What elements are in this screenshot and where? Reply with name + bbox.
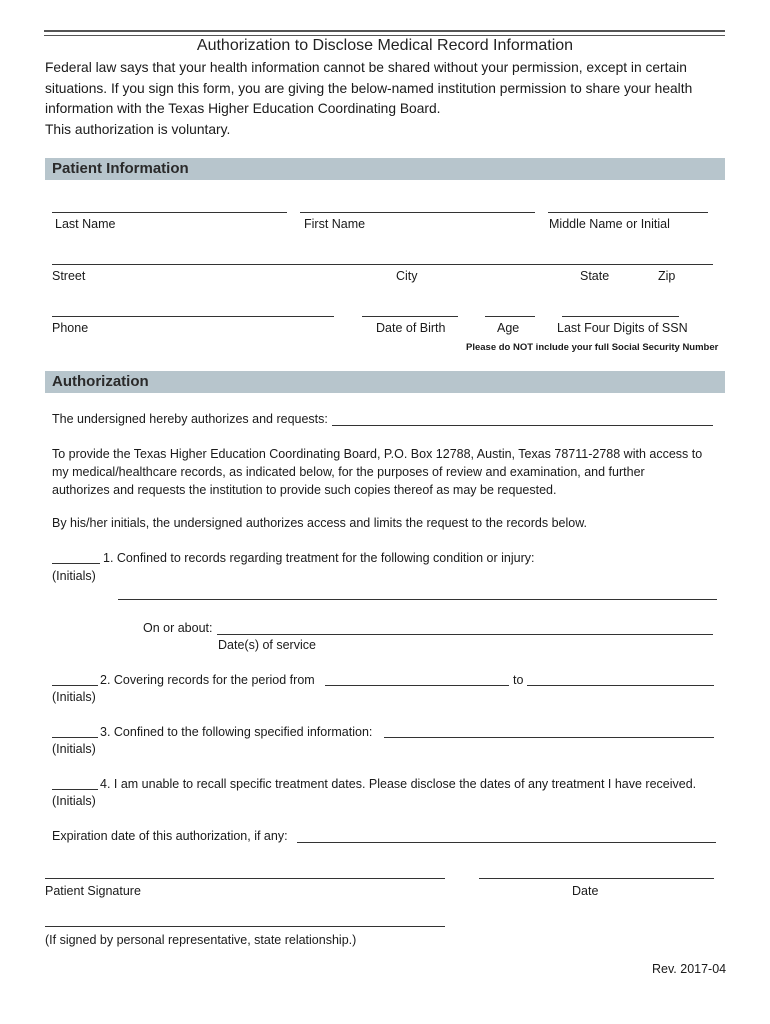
item4-initials-field[interactable] (52, 789, 98, 790)
middle-name-field[interactable] (548, 212, 708, 213)
expiration-field[interactable] (297, 842, 716, 843)
specified-info-field[interactable] (384, 737, 714, 738)
condition-field[interactable] (118, 599, 717, 600)
revision-label: Rev. 2017-04 (652, 962, 727, 976)
item4-initials-label: (Initials) (52, 794, 96, 808)
first-name-label: First Name (304, 217, 366, 231)
city-label: City (396, 269, 418, 283)
period-from-field[interactable] (325, 685, 509, 686)
dob-label: Date of Birth (376, 321, 446, 335)
section-authorization (45, 371, 725, 393)
undersigned-label: The undersigned hereby authorizes and requests: (52, 412, 328, 426)
initials-intro: By his/her initials, the undersigned authorizes access and limits the request to the records below. (52, 516, 588, 530)
requester-field[interactable] (332, 425, 713, 426)
date-label: Date (572, 884, 599, 898)
item1-initials-label: (Initials) (52, 569, 96, 583)
middle-name-label: Middle Name or Initial (549, 217, 670, 231)
item3-text: 3. Confined to the following specified information: (100, 725, 373, 739)
first-name-field[interactable] (300, 212, 535, 213)
intro-line-2: situations. If you sign this form, you are giving the below-named institution permission to share your health (45, 80, 693, 96)
on-or-about-label: On or about: (143, 621, 213, 635)
section-patient-information (45, 158, 725, 180)
item3-initials-label: (Initials) (52, 742, 96, 756)
section-heading: Patient Information (52, 160, 189, 177)
item3-initials-field[interactable] (52, 737, 98, 738)
page-title: Authorization to Disclose Medical Record Information (196, 37, 574, 54)
expiration-label: Expiration date of this authorization, if any: (52, 829, 288, 843)
last-name-field[interactable] (52, 212, 287, 213)
patient-signature-label: Patient Signature (45, 884, 141, 898)
representative-field[interactable] (45, 926, 445, 927)
item2-initials-label: (Initials) (52, 690, 96, 704)
section-heading: Authorization (52, 373, 149, 390)
ssn-field[interactable] (562, 316, 679, 317)
intro-line-4: This authorization is voluntary. (45, 121, 231, 137)
intro-line-1: Federal law says that your health information cannot be shared without your permission, except in certain (45, 60, 687, 75)
zip-label: Zip (658, 269, 676, 283)
age-field[interactable] (485, 316, 535, 317)
provide-line-2: my medical/healthcare records, as indicated below, for the purposes of review and examination, and further (52, 465, 645, 479)
phone-label: Phone (52, 321, 89, 335)
age-label: Age (497, 321, 520, 335)
street-label: Street (52, 269, 86, 283)
item2-initials-field[interactable] (52, 685, 98, 686)
representative-label: (If signed by personal representative, state relationship.) (45, 933, 357, 947)
item4-text: 4. I am unable to recall specific treatment dates. Please disclose the dates of any treatment I have received. (100, 777, 697, 791)
item2-to-label: to (513, 673, 524, 687)
patient-signature-field[interactable] (45, 878, 445, 879)
provide-line-3: authorizes and requests the institution to provide such copies thereof as may be requested. (52, 483, 557, 497)
item1-initials-field[interactable] (52, 563, 100, 564)
top-rule (44, 30, 725, 36)
period-to-field[interactable] (527, 685, 714, 686)
dob-field[interactable] (362, 316, 458, 317)
ssn-note: Please do NOT include your full Social Security Number (466, 342, 719, 353)
ssn-label: Last Four Digits of SSN (557, 321, 688, 335)
state-label: State (580, 269, 610, 283)
item1-text: 1. Confined to records regarding treatment for the following condition or injury: (103, 551, 535, 565)
address-field[interactable] (52, 264, 713, 265)
last-name-label: Last Name (55, 217, 116, 231)
phone-field[interactable] (52, 316, 334, 317)
item2-text: 2. Covering records for the period from (100, 673, 315, 687)
date-of-service-field[interactable] (217, 634, 713, 635)
intro-line-3: information with the Texas Higher Education Coordinating Board. (45, 101, 441, 116)
signature-date-field[interactable] (479, 878, 714, 879)
dates-of-service-label: Date(s) of service (218, 638, 316, 652)
provide-line-1: To provide the Texas Higher Education Coordinating Board, P.O. Box 12788, Austin, Texas 78711-2788 with access to (52, 447, 703, 461)
